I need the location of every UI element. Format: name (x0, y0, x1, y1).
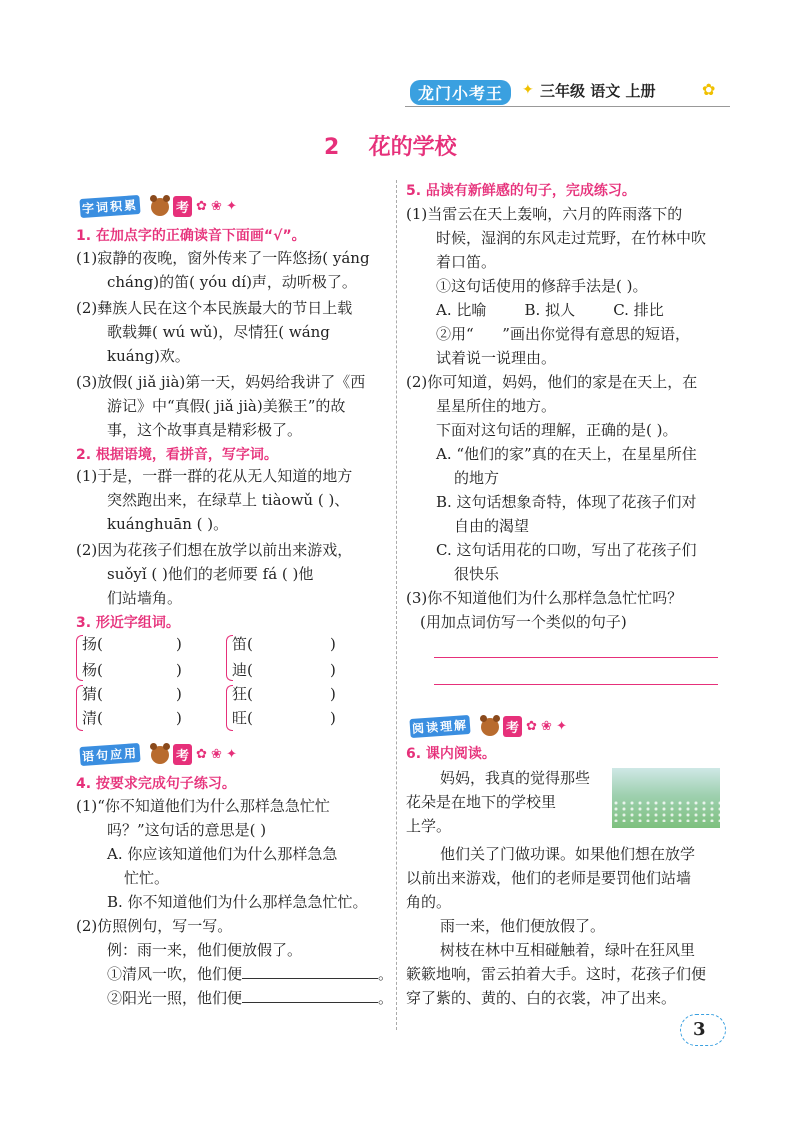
header-bar (410, 80, 728, 104)
lesson-name: 花的学校 (368, 135, 457, 160)
page-number-cloud (680, 1014, 726, 1046)
answer-blank[interactable] (242, 988, 378, 1003)
answer-line[interactable] (434, 657, 718, 658)
series-logo: 龙门小考王 (410, 80, 511, 105)
section-badge-vocab (76, 196, 237, 217)
section-badge-reading (406, 716, 567, 737)
page-number: 3 (693, 1019, 706, 1040)
section-badge-application (76, 744, 237, 765)
section-label-vocab: 字词积累 (79, 195, 140, 218)
q2-heading: 2. 根据语境，看拼音，写字词。 (76, 447, 278, 463)
section-label-application: 语句应用 (79, 743, 140, 766)
kao-badge: 考 (503, 716, 522, 737)
q3-word-3a: 猜( (82, 685, 103, 703)
answer-line[interactable] (434, 684, 718, 685)
kao-badge: 考 (173, 744, 192, 765)
q5-heading: 5. 品读有新鲜感的句子，完成练习。 (406, 183, 636, 199)
header-divider (405, 106, 730, 107)
q4-body: (1)“你不知道他们为什么那样急急忙忙 吗？”这句话的意思是( ) A. 你应该知道他们为什么那样急急 忙忙。 B. 你不知道他们为什么那样急急忙忙。 (2)仿照例句，写一写。 例：雨一来，他们便放假了。 ①清风一吹，他们便 。 ②阳光一照，他们便 。 (76, 797, 394, 1007)
q1-item-3: (3)放假( jiǎ jià)第一天，妈妈给我讲了《西 游记》中“真假( jiǎ jià)美猴王”的故 事，这个故事真是精彩极了。 (76, 373, 366, 439)
q3-word-4b-close: ) (330, 709, 336, 727)
section-label-reading: 阅读理解 (409, 715, 470, 738)
q1-item-2: (2)彝族人民在这个本民族最大的节日上载 歌载舞( wú wǔ)，尽情狂( wáng kuáng)欢。 (76, 299, 353, 365)
q3-word-4a-close: ) (330, 685, 336, 703)
q1-item-1: (1)寂静的夜晚，窗外传来了一阵悠扬( yáng cháng)的笛( yóu dí)声，动听极了。 (76, 249, 370, 291)
sparkle-icon: ✦ (522, 82, 534, 98)
q1-heading: 1. 在加点字的正确读音下面画“√”。 (76, 228, 306, 244)
q6-heading: 6. 课内阅读。 (406, 746, 496, 762)
column-divider (396, 180, 397, 1030)
bear-icon (151, 746, 169, 764)
q3-word-3b-close: ) (176, 709, 182, 727)
q3-word-3b: 清( (82, 709, 103, 727)
lesson-title (324, 130, 457, 161)
q3-word-1b-close: ) (176, 661, 182, 679)
book-info: 三年级 语文 上册 (540, 82, 656, 100)
kao-badge: 考 (173, 196, 192, 217)
q3-heading: 3. 形近字组词。 (76, 615, 180, 631)
q3-word-2b: 迪( (232, 661, 253, 679)
q6-passage: 妈妈，我真的觉得那些 花朵是在地下的学校里 上学。 他们关了门做功课。如果他们想在放学 以前出来游戏，他们的老师是要罚他们站墙 角的。 雨一来，他们便放假了。 树枝在林中互相碰触着，绿叶在狂风里 簌簌地响，雷云拍着大手。这时，花孩子们便 穿了紫的、黄的、白的衣裳，冲了出来。 (406, 769, 707, 1007)
q3-word-1a-close: ) (176, 635, 182, 653)
butterfly-icon: ✿ ❀ ✦ (196, 747, 237, 762)
bear-icon (481, 718, 499, 736)
lesson-number: 2 (324, 135, 340, 160)
q3-word-1a: 扬( (82, 635, 103, 653)
q3-word-2a: 笛( (232, 635, 253, 653)
q3-word-4a: 狂( (232, 685, 253, 703)
q3-word-4b: 旺( (232, 709, 253, 727)
q3-word-2a-close: ) (330, 635, 336, 653)
butterfly-icon: ✿ ❀ ✦ (526, 719, 567, 734)
q3-word-3a-close: ) (176, 685, 182, 703)
q3-word-1b: 杨( (82, 661, 103, 679)
q2-item-2: (2)因为花孩子们想在放学以前出来游戏， suǒyǐ ( )他们的老师要 fá ( )他 们站墙角。 (76, 541, 353, 607)
q3-word-2b-close: ) (330, 661, 336, 679)
answer-blank[interactable] (242, 964, 378, 979)
q5-body: (1)当雷云在天上轰响，六月的阵雨落下的 时候，湿润的东风走过荒野，在竹林中吹 着口笛。 ①这句话使用的修辞手法是( )。 A. 比喻 B. 拟人 C. 排比 ②用“ ”画出你觉得有意思的短语， 试着说一说理由。 (2)你可知道，妈妈，他们的家是在天上，在 星星所住的地方。 下面对这句话的理解，正确的是( )。 A. “他们的家”真的在天上，在星星所住 的地方 B. 这句话想象奇特，体现了花孩子们对 自由的渴望 C. 这句话用花的口吻，写出了花孩子们 很快乐 (3)你不知道他们为什么那样急急忙忙吗？ (用加点词仿写一个类似的句子) (406, 205, 707, 631)
butterfly-icon: ✿ (702, 80, 716, 99)
q2-item-1: (1)于是，一群一群的花从无人知道的地方 突然跑出来，在绿草上 tiàowǔ ( )、 kuánghuān ( )。 (76, 467, 353, 533)
q4-heading: 4. 按要求完成句子练习。 (76, 776, 236, 792)
butterfly-icon: ✿ ❀ ✦ (196, 199, 237, 214)
bear-icon (151, 198, 169, 216)
